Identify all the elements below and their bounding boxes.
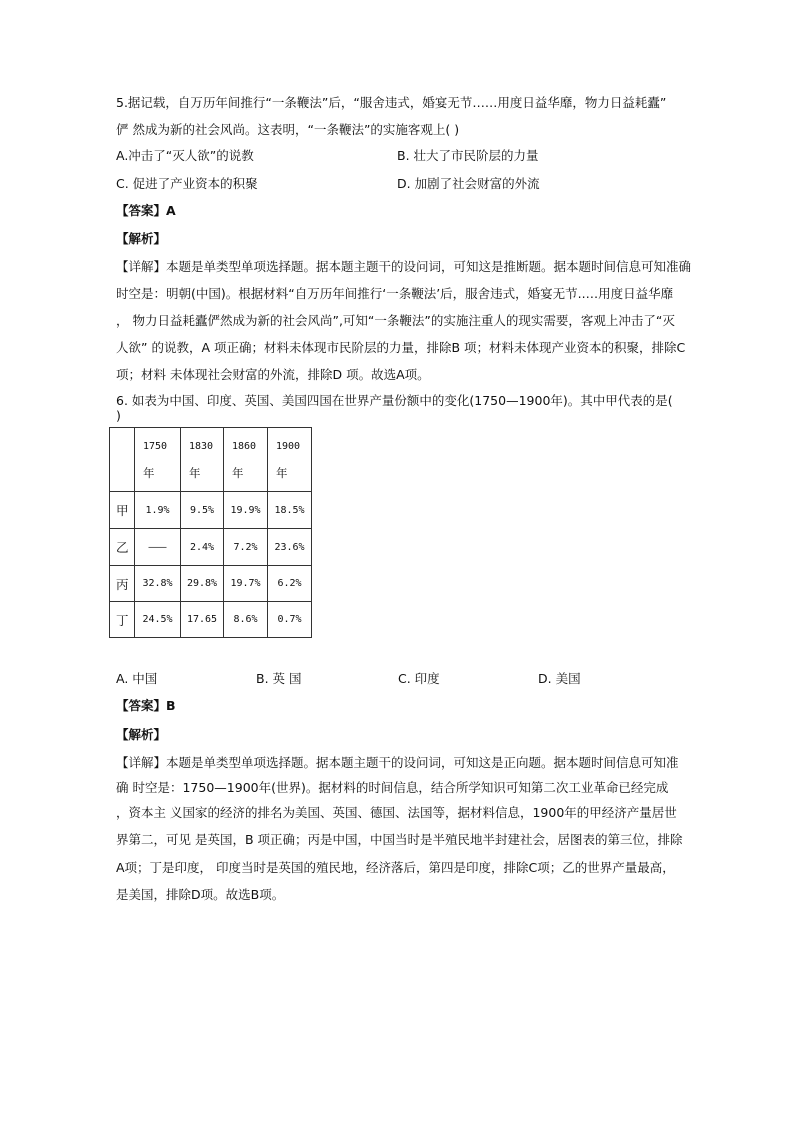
q5-detail-line-5: 项；材料 未体现社会财富的外流，排除D 项。故选A项。	[116, 367, 430, 382]
table-row-label: 甲	[110, 492, 135, 529]
q6-detail-line-1: 【详解】本题是单类型单项选择题。据本题主题干的设问词，可知这是正向题。据本题时间信息可知准	[116, 755, 679, 770]
q5-option-d: D. 加剧了社会财富的外流	[397, 176, 540, 191]
table-row	[110, 566, 312, 602]
header-year-unit: 年	[276, 465, 288, 480]
table-cell: 9.5%	[181, 492, 224, 529]
q5-stem-line-1: 5.据记载，自万历年间推行“一条鞭法”后，“服舍违式，婚宴无节……用度日益华靡，物力日益耗蠹”	[116, 95, 667, 110]
table-cell: 17.65	[181, 602, 224, 638]
q5-detail-line-4: 人欲” 的说教，A 项正确；材料未体现市民阶层的力量，排除B 项；材料未体现产业资本的积聚，排除C	[116, 340, 686, 355]
q6-option-d: D. 美国	[538, 671, 581, 686]
table-cell: 6.2%	[268, 566, 312, 602]
q5-detail-line-2: 时空是：明朝(中国)。根据材料“自万历年间推行‘一条鞭法’后，服舍违式，婚宴无节..…用度日益华靡	[116, 286, 674, 301]
table-row-label: 丙	[110, 566, 135, 602]
table-row	[110, 602, 312, 638]
table-header-1860	[224, 428, 268, 492]
table-corner-cell	[110, 428, 135, 492]
table-cell: 23.6%	[268, 529, 312, 566]
table-header-row	[110, 428, 312, 492]
q6-option-a: A. 中国	[116, 671, 158, 686]
q6-detail-line-5: A项；丁是印度， 印度当时是英国的殖民地，经济落后，第四是印度，排除C项；乙的世界产量最高，	[116, 860, 675, 875]
table-cell: 24.5%	[135, 602, 181, 638]
table-cell: 18.5%	[268, 492, 312, 529]
table-cell: 0.7%	[268, 602, 312, 638]
q6-detail-line-6: 是美国，排除D项。故选B项。	[116, 887, 285, 902]
q6-detail-line-4: 界第二，可见 是英国，B 项正确；丙是中国，中国当时是半殖民地半封建社会，居图表的第三位，排除	[116, 832, 683, 847]
q6-answer: 【答案】B	[116, 698, 176, 713]
q5-option-a: A.冲击了“灭人欲”的说教	[116, 148, 254, 163]
q5-option-c: C. 促进了产业资本的积聚	[116, 176, 258, 191]
q5-stem-line-2: 俨 然成为新的社会风尚。这表明，“一条鞭法”的实施客观上( )	[116, 122, 460, 137]
header-year-number: 1900	[276, 440, 301, 452]
table-row	[110, 529, 312, 566]
q6-stem-line-2: )	[116, 408, 121, 423]
table-header-1750	[135, 428, 181, 492]
q5-detail-line-1: 【详解】本题是单类型单项选择题。据本题主题干的设问词，可知这是推断题。据本题时间信息可知准确	[116, 259, 692, 274]
table-cell: ———	[135, 529, 181, 566]
q6-option-b: B. 英 国	[256, 671, 302, 686]
header-year-number: 1750	[143, 440, 168, 452]
q5-option-b: B. 壮大了市民阶层的力量	[397, 148, 539, 163]
q5-answer: 【答案】A	[116, 203, 176, 218]
header-year-number: 1830	[189, 440, 214, 452]
table-cell: 8.6%	[224, 602, 268, 638]
header-year-unit: 年	[232, 465, 244, 480]
table-row	[110, 492, 312, 529]
table-cell: 19.7%	[224, 566, 268, 602]
q6-detail-line-3: ，资本主 义国家的经济的排名为美国、英国、德国、法国等，据材料信息，1900年的甲经济产量居世	[116, 805, 677, 820]
table-header-1900	[268, 428, 312, 492]
table-row-label: 乙	[110, 529, 135, 566]
table-cell: 1.9%	[135, 492, 181, 529]
table-header-1830	[181, 428, 224, 492]
header-year-unit: 年	[143, 465, 155, 480]
q6-option-c: C. 印度	[398, 671, 440, 686]
q6-analysis-label: 【解析】	[116, 727, 167, 742]
q6-stem-line-1: 6. 如表为中国、印度、英国、美国四国在世界产量份额中的变化(1750—1900年)。其中甲代表的是(	[116, 393, 673, 408]
q5-analysis-label: 【解析】	[116, 231, 167, 246]
table-cell: 2.4%	[181, 529, 224, 566]
q5-detail-line-3: ， 物力日益耗蠹俨然成为新的社会风尚”,可知“一条鞭法”的实施注重人的现实需要，客观上冲击了“灭	[116, 313, 675, 328]
header-year-number: 1860	[232, 440, 257, 452]
q6-data-table	[109, 427, 312, 638]
table-cell: 19.9%	[224, 492, 268, 529]
table-row-label: 丁	[110, 602, 135, 638]
header-year-unit: 年	[189, 465, 201, 480]
table-cell: 7.2%	[224, 529, 268, 566]
table-cell: 32.8%	[135, 566, 181, 602]
q6-detail-line-2: 确 时空是：1750—1900年(世界)。据材料的时间信息，结合所学知识可知第二次工业革命已经完成	[116, 780, 669, 795]
table-cell: 29.8%	[181, 566, 224, 602]
